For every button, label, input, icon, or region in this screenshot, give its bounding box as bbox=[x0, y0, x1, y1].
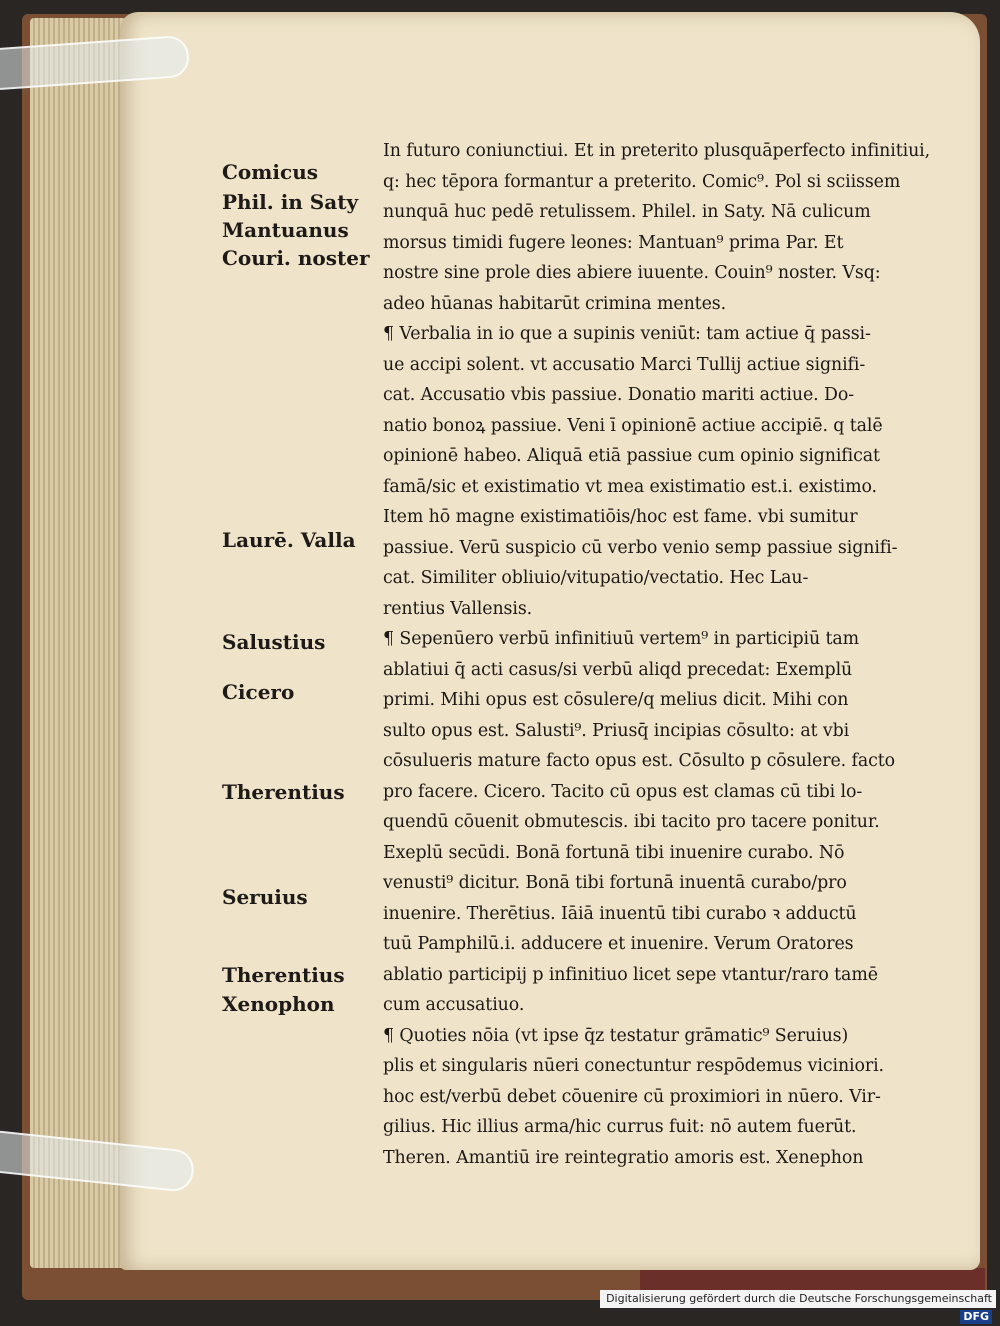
dfg-logo: DFG bbox=[960, 1310, 992, 1324]
text-line: Exeplū secūdi. Bonā fortunā tibi inuenire curabo. Nō bbox=[383, 842, 845, 863]
margin-note: Mantuanus bbox=[222, 218, 349, 242]
text-line: pro facere. Cicero. Tacito cū opus est clamas cū tibi lo- bbox=[383, 781, 863, 802]
margin-note: Salustius bbox=[222, 630, 326, 654]
text-line: nunquā huc pedē retulissem. Philel. in Saty. Nā culicum bbox=[383, 202, 871, 222]
text-line: quendū cōuenit obmutescis. ibi tacito pro tacere ponitur. bbox=[383, 812, 880, 832]
text-line: gilius. Hic illius arma/hic currus fuit: nō autem fuerūt. bbox=[383, 1117, 857, 1137]
text-line: plis et singularis nūeri conectuntur respōdemus viciniori. bbox=[383, 1056, 884, 1076]
margin-note: Phil. in Saty bbox=[222, 190, 359, 214]
margin-note: Couri. noster bbox=[222, 246, 370, 270]
text-line: In futuro coniunctiui. Et in preterito plusquāperfecto infinitiui, bbox=[383, 141, 931, 161]
text-line: venusti⁹ dicitur. Bonā tibi fortunā inuentā curabo/pro bbox=[383, 873, 847, 893]
text-line: rentius Vallensis. bbox=[383, 598, 533, 619]
text-line: ablatiui q̄ acti casus/si verbū aliqd precedat: Exemplū bbox=[383, 659, 853, 680]
text-line: cat. Similiter obliuio/vitupatio/vectatio. Hec Lau- bbox=[383, 568, 809, 588]
margin-note: Therentius bbox=[222, 780, 345, 804]
text-line: ablatio participij p infinitiuo licet sepe vtantur/raro tamē bbox=[383, 964, 878, 985]
text-line: natio bonoꝝ passiue. Veni ī opinionē actiue accipiē. q talē bbox=[383, 415, 883, 436]
binding-band bbox=[640, 1268, 985, 1290]
text-line: morsus timidi fugere leones: Mantuan⁹ prima Par. Et bbox=[383, 232, 844, 253]
margin-note: Therentius bbox=[222, 963, 345, 987]
text-line: cum accusatiuo. bbox=[383, 995, 525, 1015]
text-line: ¶ Verbalia in io que a supinis veniūt: tam actiue q̄ passi- bbox=[383, 324, 871, 344]
footer-text: Digitalisierung gefördert durch die Deutsche Forschungsgemeinschaft bbox=[606, 1292, 992, 1305]
margin-note: Xenophon bbox=[222, 992, 335, 1016]
text-line: Item hō magne existimatiōis/hoc est fame. vbi sumitur bbox=[383, 507, 858, 527]
text-line: ¶ Quoties nōia (vt ipse q̄z testatur grāmatic⁹ Seruius) bbox=[383, 1025, 849, 1046]
text-line: nostre sine prole dies abiere iuuente. Couin⁹ noster. Vsq: bbox=[383, 263, 881, 283]
text-line: sulto opus est. Salusti⁹. Priusq̄ incipias cōsulto: at vbi bbox=[383, 720, 850, 741]
margin-note: Comicus bbox=[222, 160, 318, 184]
margin-note: Cicero bbox=[222, 680, 295, 704]
text-line: Theren. Amantiū ire reintegratio amoris est. Xenephon bbox=[383, 1147, 864, 1168]
text-line: cōsulueris mature facto opus est. Cōsulto p cōsulere. facto bbox=[383, 751, 896, 771]
text-line: famā/sic et existimatio vt mea existimatio est.i. existimo. bbox=[383, 476, 877, 497]
main-text bbox=[383, 136, 963, 1173]
text-line: inuenire. Therētius. Iāiā inuentū tibi curabo ꝛ adductū bbox=[383, 903, 857, 924]
text-line: cat. Accusatio vbis passiue. Donatio mariti actiue. Do- bbox=[383, 385, 855, 405]
margin-note: Laurē. Valla bbox=[222, 528, 356, 552]
text-line: primi. Mihi opus est cōsulere/q melius dicit. Mihi con bbox=[383, 690, 849, 710]
text-line: tuū Pamphilū.i. adducere et inuenire. Verum Oratores bbox=[383, 934, 854, 954]
text-line: hoc est/verbū debet cōuenire cū proximiori in nūero. Vir- bbox=[383, 1086, 881, 1107]
margin-note: Seruius bbox=[222, 885, 308, 909]
text-line: q: hec tēpora formantur a preterito. Comic⁹. Pol si sciissem bbox=[383, 171, 901, 192]
footer-credit bbox=[600, 1290, 996, 1323]
text-line: adeo hūanas habitarūt crimina mentes. bbox=[383, 293, 727, 314]
text-line: ¶ Sepenūero verbū infinitiuū vertem⁹ in participiū tam bbox=[383, 629, 860, 649]
text-line: opinionē habeo. Aliquā etiā passiue cum opinio significat bbox=[383, 446, 880, 466]
text-line: passiue. Verū suspicio cū verbo venio semp passiue signifi- bbox=[383, 537, 898, 558]
text-line: ue accipi solent. vt accusatio Marci Tullij actiue signifi- bbox=[383, 354, 866, 375]
